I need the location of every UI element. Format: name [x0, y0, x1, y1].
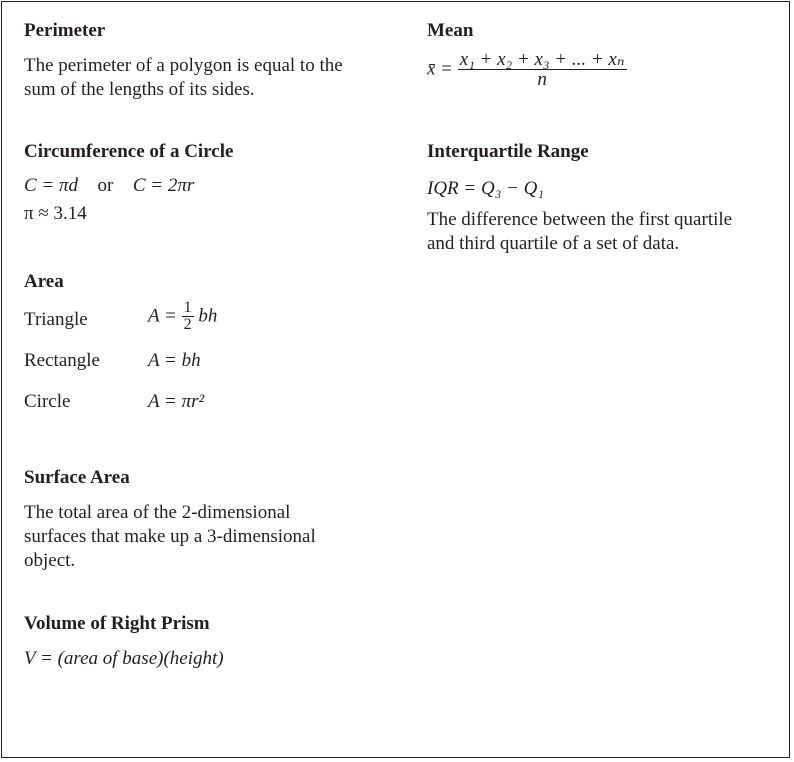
triangle-lhs: A =	[148, 305, 177, 327]
perimeter-text-line-1: The perimeter of a polygon is equal to the	[24, 55, 343, 76]
area-heading: Area	[24, 271, 64, 292]
iqr-text-line-1: The difference between the first quartile	[427, 209, 733, 230]
circumference-heading: Circumference of a Circle	[24, 141, 234, 162]
reference-sheet	[1, 1, 790, 758]
perimeter-heading: Perimeter	[24, 20, 106, 41]
pi-approximation: π ≈ 3.14	[24, 203, 87, 224]
iqr-text-line-2: and third quartile of a set of data.	[427, 233, 680, 254]
iqr-heading: Interquartile Range	[427, 141, 589, 162]
circumference-formulas	[24, 174, 194, 198]
circumference-diameter-formula: C = πd	[24, 175, 79, 196]
triangle-rhs: bh	[198, 305, 218, 327]
area-circle-label: Circle	[24, 391, 71, 412]
triangle-fraction	[182, 300, 194, 333]
iqr-formula: IQR = Q₃ − Q₁	[427, 178, 544, 199]
surface-area-text-line-2: surfaces that make up a 3-dimensional	[24, 526, 316, 547]
surface-area-heading: Surface Area	[24, 467, 130, 488]
mean-denominator: n	[458, 69, 627, 89]
area-rectangle-label: Rectangle	[24, 350, 100, 371]
triangle-fraction-numerator: 1	[183, 299, 192, 316]
mean-lhs: x̄ =	[427, 58, 454, 80]
area-triangle-label: Triangle	[24, 309, 88, 330]
triangle-fraction-denominator: 2	[183, 316, 192, 333]
volume-heading: Volume of Right Prism	[24, 613, 210, 634]
mean-heading: Mean	[427, 20, 474, 41]
area-circle-formula: A = πr²	[148, 391, 205, 412]
volume-formula: V = (area of base)(height)	[24, 648, 224, 669]
circumference-radius-formula: C = 2πr	[132, 175, 195, 196]
surface-area-text-line-1: The total area of the 2-dimensional	[24, 502, 291, 523]
mean-fraction	[458, 50, 627, 89]
area-rectangle-formula: A = bh	[148, 350, 201, 371]
or-word: or	[97, 175, 114, 196]
mean-formula	[427, 50, 627, 89]
area-triangle-formula	[148, 300, 217, 333]
mean-numerator: x₁ + x₂ + x₃ + ... + xₙ	[459, 49, 625, 70]
surface-area-text-line-3: object.	[24, 550, 76, 571]
perimeter-text-line-2: sum of the lengths of its sides.	[24, 79, 255, 100]
